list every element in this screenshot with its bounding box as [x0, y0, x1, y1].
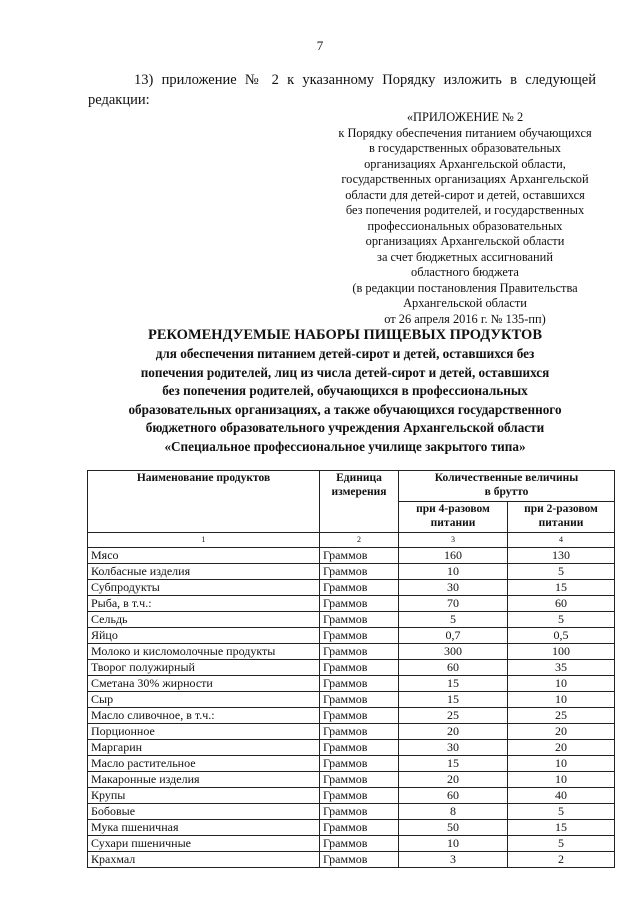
table-row — [88, 836, 615, 852]
header-meal-4 — [399, 502, 508, 533]
appendix-line: областного бюджета — [411, 265, 519, 279]
page-number: 7 — [316, 38, 324, 53]
quantity-2-meal-cell: 15 — [508, 820, 615, 836]
product-name-cell: Субпродукты — [88, 580, 320, 596]
appendix-line: от 26 апреля 2016 г. № 135-пп) — [384, 311, 546, 326]
quantity-4-meal-cell: 160 — [399, 548, 508, 564]
quantity-2-meal-cell: 5 — [508, 804, 615, 820]
appendix-line: профессиональных образовательных — [367, 218, 563, 233]
table-row — [88, 772, 615, 788]
product-name-cell: Сухари пшеничные — [88, 836, 320, 852]
product-name-cell: Сельдь — [88, 612, 320, 628]
column-number-row — [88, 533, 615, 548]
heading-line: попечения родителей, лиц из числа детей-сирот и детей, оставшихся — [140, 364, 550, 380]
intro-paragraph — [88, 70, 596, 110]
table-row — [88, 708, 615, 724]
products-table-body — [88, 548, 615, 868]
table-row — [88, 756, 615, 772]
quantity-4-meal-cell: 50 — [399, 820, 508, 836]
table-row — [88, 852, 615, 868]
quantity-4-meal-cell: 25 — [399, 708, 508, 724]
appendix-line: Архангельской области — [403, 296, 527, 310]
table-row — [88, 740, 615, 756]
quantity-4-meal-cell: 5 — [399, 612, 508, 628]
quantity-4-meal-cell: 20 — [399, 772, 508, 788]
product-name-cell: Крахмал — [88, 852, 320, 868]
table-row — [88, 820, 615, 836]
column-number: 3 — [399, 533, 508, 548]
quantity-2-meal-cell: 0,5 — [508, 628, 615, 644]
quantity-4-meal-cell: 8 — [399, 804, 508, 820]
unit-cell: Граммов — [320, 628, 399, 644]
header-quantity-line-1: Количественные величины — [434, 472, 579, 484]
column-number: 1 — [88, 533, 320, 548]
table-row — [88, 804, 615, 820]
unit-cell: Граммов — [320, 548, 399, 564]
header-quantity — [399, 471, 615, 502]
appendix-line: области для детей-сирот и детей, оставшихся — [345, 187, 585, 202]
product-name-cell: Сыр — [88, 692, 320, 708]
unit-cell: Граммов — [320, 756, 399, 772]
unit-cell: Граммов — [320, 708, 399, 724]
quantity-4-meal-cell: 10 — [399, 836, 508, 852]
appendix-line: к Порядку обеспечения питанием обучающихся — [338, 125, 592, 140]
table-row — [88, 628, 615, 644]
quantity-2-meal-cell: 5 — [508, 612, 615, 628]
quantity-2-meal-cell: 35 — [508, 660, 615, 676]
quantity-4-meal-cell: 15 — [399, 676, 508, 692]
table-row — [88, 548, 615, 564]
unit-cell: Граммов — [320, 692, 399, 708]
quantity-4-meal-cell: 3 — [399, 852, 508, 868]
header-unit-line-2: измерения — [331, 486, 387, 498]
unit-cell: Граммов — [320, 564, 399, 580]
quantity-2-meal-cell: 60 — [508, 596, 615, 612]
appendix-line: за счет бюджетных ассигнований — [377, 249, 553, 264]
unit-cell: Граммов — [320, 804, 399, 820]
quantity-2-meal-cell: 10 — [508, 772, 615, 788]
quantity-2-meal-cell: 2 — [508, 852, 615, 868]
quantity-2-meal-cell: 10 — [508, 692, 615, 708]
product-name-cell: Мука пшеничная — [88, 820, 320, 836]
heading-line: для обеспечения питанием детей-сирот и детей, оставшихся без — [155, 346, 535, 361]
quantity-2-meal-cell: 15 — [508, 580, 615, 596]
quantity-2-meal-cell: 40 — [508, 788, 615, 804]
document-heading — [80, 326, 610, 457]
appendix-line: без попечения родителей, и государственных — [345, 203, 585, 217]
header-product: Наименование продуктов — [88, 471, 320, 533]
header-unit-line-1: Единица — [336, 472, 382, 484]
product-name-cell: Мясо — [88, 548, 320, 564]
unit-cell: Граммов — [320, 724, 399, 740]
header-meal-4-line-1: при 4-разовом — [416, 503, 490, 515]
quantity-4-meal-cell: 60 — [399, 660, 508, 676]
table-row — [88, 580, 615, 596]
quantity-2-meal-cell: 10 — [508, 756, 615, 772]
unit-cell: Граммов — [320, 852, 399, 868]
column-number: 4 — [508, 533, 615, 548]
quantity-4-meal-cell: 20 — [399, 724, 508, 740]
unit-cell: Граммов — [320, 580, 399, 596]
appendix-line: «ПРИЛОЖЕНИЕ № 2 — [406, 110, 524, 124]
unit-cell: Граммов — [320, 676, 399, 692]
header-unit — [320, 471, 399, 533]
heading-subtitle — [80, 345, 610, 457]
quantity-4-meal-cell: 60 — [399, 788, 508, 804]
product-name-cell: Маргарин — [88, 740, 320, 756]
unit-cell: Граммов — [320, 740, 399, 756]
quantity-4-meal-cell: 30 — [399, 580, 508, 596]
product-name-cell: Масло сливочное, в т.ч.: — [88, 708, 320, 724]
unit-cell: Граммов — [320, 596, 399, 612]
table-row — [88, 564, 615, 580]
product-name-cell: Молоко и кисломолочные продукты — [88, 644, 320, 660]
appendix-note — [320, 110, 610, 327]
table-row — [88, 612, 615, 628]
product-name-cell: Сметана 30% жирности — [88, 676, 320, 692]
product-name-cell: Масло растительное — [88, 756, 320, 772]
appendix-line: организациях Архангельской области — [365, 234, 565, 248]
product-name-cell: Крупы — [88, 788, 320, 804]
appendix-line: (в редакции постановления Правительства — [352, 280, 578, 295]
heading-line: без попечения родителей, обучающихся в профессиональных — [162, 383, 528, 399]
quantity-4-meal-cell: 0,7 — [399, 628, 508, 644]
appendix-line: организациях Архангельской области, — [364, 156, 566, 171]
product-name-cell: Бобовые — [88, 804, 320, 820]
table-row — [88, 644, 615, 660]
products-table — [87, 470, 615, 868]
quantity-4-meal-cell: 10 — [399, 564, 508, 580]
table-row — [88, 596, 615, 612]
quantity-4-meal-cell: 300 — [399, 644, 508, 660]
header-meal-2-line-2: питании — [538, 517, 584, 529]
unit-cell: Граммов — [320, 836, 399, 852]
quantity-2-meal-cell: 20 — [508, 740, 615, 756]
table-row — [88, 676, 615, 692]
table-row — [88, 788, 615, 804]
unit-cell: Граммов — [320, 644, 399, 660]
quantity-2-meal-cell: 5 — [508, 836, 615, 852]
intro-line-1: 13) приложение № 2 к указанному Порядку изложить в следующей — [134, 72, 596, 88]
heading-line: «Специальное профессиональное училище закрытого типа» — [164, 438, 526, 454]
unit-cell: Граммов — [320, 660, 399, 676]
quantity-2-meal-cell: 20 — [508, 724, 615, 740]
heading-line: бюджетного образовательного учреждения Архангельской области — [145, 420, 545, 436]
quantity-4-meal-cell: 15 — [399, 692, 508, 708]
product-name-cell: Рыба, в т.ч.: — [88, 596, 320, 612]
heading-line: образовательных организациях, а также обучающихся государственного — [128, 401, 562, 417]
quantity-2-meal-cell: 25 — [508, 708, 615, 724]
product-name-cell: Творог полужирный — [88, 660, 320, 676]
unit-cell: Граммов — [320, 612, 399, 628]
unit-cell: Граммов — [320, 788, 399, 804]
quantity-4-meal-cell: 70 — [399, 596, 508, 612]
unit-cell: Граммов — [320, 772, 399, 788]
header-meal-2 — [508, 502, 615, 533]
heading-title: РЕКОМЕНДУЕМЫЕ НАБОРЫ ПИЩЕВЫХ ПРОДУКТОВ — [147, 327, 543, 343]
table-row — [88, 692, 615, 708]
product-name-cell: Колбасные изделия — [88, 564, 320, 580]
product-name-cell: Макаронные изделия — [88, 772, 320, 788]
quantity-2-meal-cell: 130 — [508, 548, 615, 564]
quantity-2-meal-cell: 100 — [508, 644, 615, 660]
intro-line-2: редакции: — [88, 92, 150, 108]
product-name-cell: Яйцо — [88, 628, 320, 644]
quantity-4-meal-cell: 15 — [399, 756, 508, 772]
appendix-line: государственных организациях Архангельской — [341, 172, 589, 186]
table-row — [88, 724, 615, 740]
header-meal-4-line-2: питании — [430, 517, 476, 529]
table-row — [88, 660, 615, 676]
product-name-cell: Порционное — [88, 724, 320, 740]
header-quantity-line-2: в брутто — [484, 486, 529, 498]
quantity-2-meal-cell: 5 — [508, 564, 615, 580]
header-meal-2-line-1: при 2-разовом — [524, 503, 598, 515]
quantity-4-meal-cell: 30 — [399, 740, 508, 756]
unit-cell: Граммов — [320, 820, 399, 836]
quantity-2-meal-cell: 10 — [508, 676, 615, 692]
appendix-line: в государственных образовательных — [368, 141, 562, 155]
column-number: 2 — [320, 533, 399, 548]
